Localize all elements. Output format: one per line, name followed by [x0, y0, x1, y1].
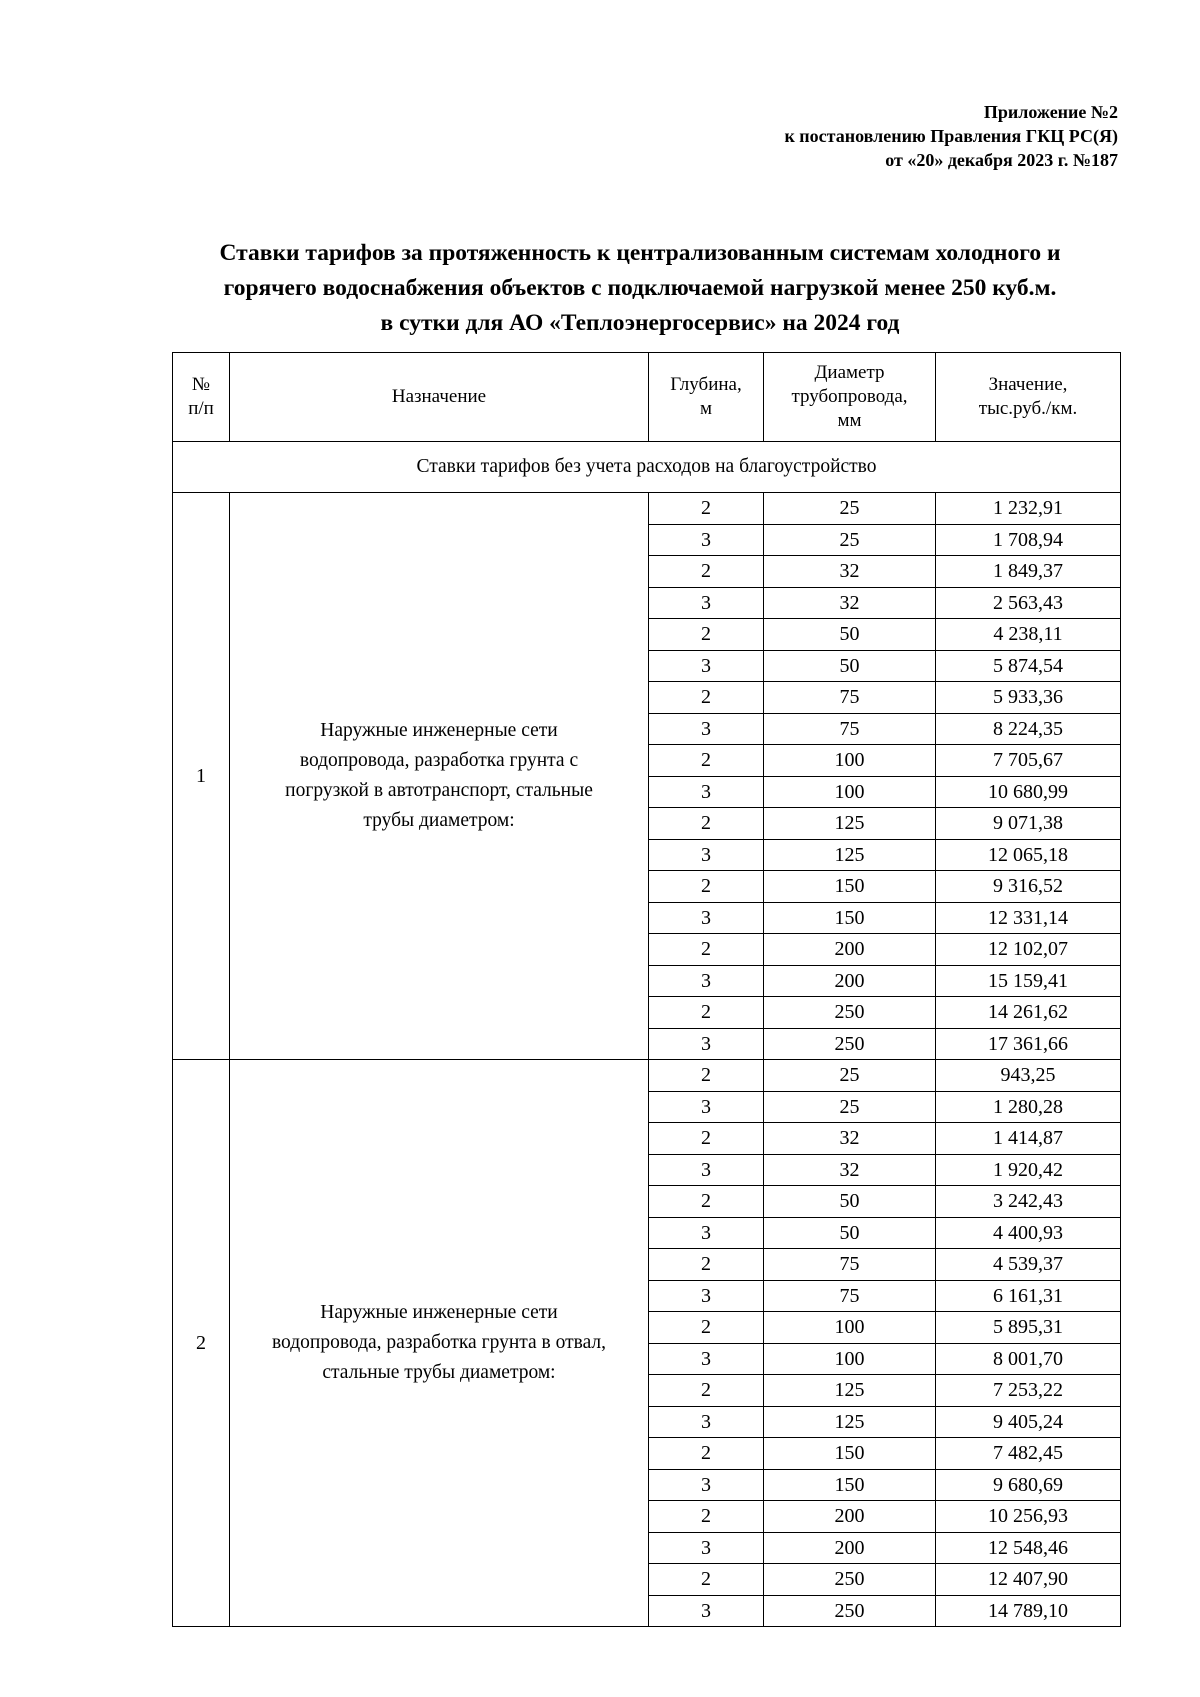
description-line: Наружные инженерные сети [320, 720, 558, 741]
header-purpose: Назначение [230, 353, 649, 442]
header-depth: Глубина, м [649, 353, 764, 442]
cell-diameter: 200 [764, 1532, 936, 1564]
cell-depth: 2 [649, 934, 764, 966]
tariff-group-1 [173, 493, 1121, 1060]
description-line: водопровода, разработка грунта в отвал, [271, 1332, 607, 1353]
cell-value: 10 680,99 [936, 776, 1121, 808]
cell-value: 12 548,46 [936, 1532, 1121, 1564]
cell-diameter: 125 [764, 1406, 936, 1438]
cell-depth: 3 [649, 1343, 764, 1375]
cell-diameter: 50 [764, 619, 936, 651]
cell-diameter: 50 [764, 1186, 936, 1218]
cell-depth: 2 [649, 1186, 764, 1218]
cell-depth: 3 [649, 902, 764, 934]
cell-diameter: 200 [764, 965, 936, 997]
description-line: погрузкой в автотранспорт, стальные [285, 780, 593, 801]
cell-value: 4 400,93 [936, 1217, 1121, 1249]
cell-value: 7 482,45 [936, 1438, 1121, 1470]
cell-value: 9 071,38 [936, 808, 1121, 840]
cell-depth: 2 [649, 556, 764, 588]
cell-diameter: 75 [764, 1280, 936, 1312]
cell-depth: 2 [649, 493, 764, 525]
cell-diameter: 150 [764, 1438, 936, 1470]
description-line: трубы диаметром: [363, 810, 515, 831]
group-number: 2 [173, 1060, 230, 1627]
cell-diameter: 50 [764, 1217, 936, 1249]
description-line: водопровода, разработка грунта с [299, 750, 579, 771]
cell-value: 1 849,37 [936, 556, 1121, 588]
table-row [173, 1060, 1121, 1092]
cell-depth: 3 [649, 1469, 764, 1501]
cell-value: 943,25 [936, 1060, 1121, 1092]
cell-diameter: 100 [764, 1312, 936, 1344]
cell-value: 7 253,22 [936, 1375, 1121, 1407]
cell-diameter: 50 [764, 650, 936, 682]
cell-value: 1 232,91 [936, 493, 1121, 525]
description-line: Наружные инженерные сети [320, 1302, 558, 1323]
cell-depth: 2 [649, 1438, 764, 1470]
cell-value: 15 159,41 [936, 965, 1121, 997]
group-number: 1 [173, 493, 230, 1060]
tariff-group-2 [173, 1060, 1121, 1627]
cell-diameter: 25 [764, 1091, 936, 1123]
cell-value: 5 933,36 [936, 682, 1121, 714]
cell-diameter: 32 [764, 1154, 936, 1186]
cell-depth: 3 [649, 1091, 764, 1123]
cell-value: 12 331,14 [936, 902, 1121, 934]
cell-value: 3 242,43 [936, 1186, 1121, 1218]
title-line-3: в сутки для АО «Теплоэнергосервис» на 2024 год [380, 310, 900, 336]
header-num: № п/п [173, 353, 230, 442]
cell-diameter: 32 [764, 556, 936, 588]
section-row [173, 442, 1121, 493]
cell-value: 12 065,18 [936, 839, 1121, 871]
cell-diameter: 125 [764, 839, 936, 871]
cell-depth: 2 [649, 1123, 764, 1155]
cell-value: 8 224,35 [936, 713, 1121, 745]
cell-diameter: 150 [764, 902, 936, 934]
cell-diameter: 125 [764, 1375, 936, 1407]
cell-value: 1 280,28 [936, 1091, 1121, 1123]
cell-depth: 2 [649, 1249, 764, 1281]
appendix-line-1: Приложение №2 [983, 102, 1118, 122]
header-value: Значение, тыс.руб./км. [936, 353, 1121, 442]
cell-diameter: 200 [764, 1501, 936, 1533]
table-row [173, 493, 1121, 525]
cell-diameter: 250 [764, 1595, 936, 1627]
cell-diameter: 75 [764, 682, 936, 714]
cell-diameter: 150 [764, 871, 936, 903]
cell-depth: 2 [649, 997, 764, 1029]
cell-value: 12 407,90 [936, 1564, 1121, 1596]
appendix-line-3: от «20» декабря 2023 г. №187 [885, 150, 1118, 170]
description-line: стальные трубы диаметром: [322, 1362, 556, 1383]
cell-depth: 3 [649, 1028, 764, 1060]
cell-value: 9 316,52 [936, 871, 1121, 903]
cell-depth: 3 [649, 1406, 764, 1438]
cell-depth: 3 [649, 524, 764, 556]
cell-diameter: 25 [764, 524, 936, 556]
cell-diameter: 100 [764, 1343, 936, 1375]
cell-diameter: 250 [764, 997, 936, 1029]
cell-depth: 3 [649, 839, 764, 871]
cell-diameter: 100 [764, 776, 936, 808]
cell-diameter: 125 [764, 808, 936, 840]
group-description [230, 1060, 649, 1627]
cell-depth: 2 [649, 1564, 764, 1596]
cell-depth: 3 [649, 1280, 764, 1312]
cell-depth: 2 [649, 871, 764, 903]
cell-diameter: 250 [764, 1564, 936, 1596]
cell-value: 12 102,07 [936, 934, 1121, 966]
cell-value: 1 708,94 [936, 524, 1121, 556]
cell-value: 10 256,93 [936, 1501, 1121, 1533]
cell-depth: 2 [649, 745, 764, 777]
header-diameter: Диаметр трубопровода, мм [764, 353, 936, 442]
cell-depth: 2 [649, 1501, 764, 1533]
cell-value: 1 414,87 [936, 1123, 1121, 1155]
cell-value: 9 405,24 [936, 1406, 1121, 1438]
appendix-line-2: к постановлению Правления ГКЦ РС(Я) [784, 126, 1118, 146]
cell-depth: 2 [649, 808, 764, 840]
cell-value: 4 539,37 [936, 1249, 1121, 1281]
cell-value: 7 705,67 [936, 745, 1121, 777]
cell-depth: 3 [649, 1595, 764, 1627]
cell-diameter: 25 [764, 1060, 936, 1092]
title-line-2: горячего водоснабжения объектов с подключаемой нагрузкой менее 250 куб.м. [223, 275, 1057, 301]
cell-value: 14 789,10 [936, 1595, 1121, 1627]
cell-depth: 3 [649, 1532, 764, 1564]
cell-depth: 3 [649, 650, 764, 682]
cell-depth: 2 [649, 1060, 764, 1092]
title-line-1: Ставки тарифов за протяженность к централизованным системам холодного и [219, 240, 1061, 266]
cell-depth: 2 [649, 682, 764, 714]
group-description [230, 493, 649, 1060]
cell-diameter: 100 [764, 745, 936, 777]
cell-depth: 3 [649, 776, 764, 808]
cell-diameter: 32 [764, 1123, 936, 1155]
cell-value: 14 261,62 [936, 997, 1121, 1029]
cell-value: 5 874,54 [936, 650, 1121, 682]
cell-diameter: 250 [764, 1028, 936, 1060]
cell-diameter: 32 [764, 587, 936, 619]
cell-value: 6 161,31 [936, 1280, 1121, 1312]
cell-depth: 3 [649, 965, 764, 997]
cell-value: 2 563,43 [936, 587, 1121, 619]
cell-depth: 3 [649, 587, 764, 619]
cell-value: 8 001,70 [936, 1343, 1121, 1375]
tariff-table [172, 352, 1121, 1627]
header-row [173, 353, 1121, 442]
cell-value: 9 680,69 [936, 1469, 1121, 1501]
cell-depth: 3 [649, 1154, 764, 1186]
cell-value: 4 238,11 [936, 619, 1121, 651]
cell-depth: 2 [649, 619, 764, 651]
cell-depth: 3 [649, 713, 764, 745]
cell-diameter: 75 [764, 1249, 936, 1281]
cell-diameter: 75 [764, 713, 936, 745]
cell-depth: 2 [649, 1312, 764, 1344]
cell-diameter: 200 [764, 934, 936, 966]
document-title [160, 236, 1120, 341]
cell-value: 5 895,31 [936, 1312, 1121, 1344]
section-label: Ставки тарифов без учета расходов на благоустройство [173, 442, 1121, 493]
cell-diameter: 25 [764, 493, 936, 525]
cell-depth: 3 [649, 1217, 764, 1249]
cell-value: 17 361,66 [936, 1028, 1121, 1060]
appendix-header [784, 100, 1118, 172]
cell-value: 1 920,42 [936, 1154, 1121, 1186]
cell-diameter: 150 [764, 1469, 936, 1501]
cell-depth: 2 [649, 1375, 764, 1407]
